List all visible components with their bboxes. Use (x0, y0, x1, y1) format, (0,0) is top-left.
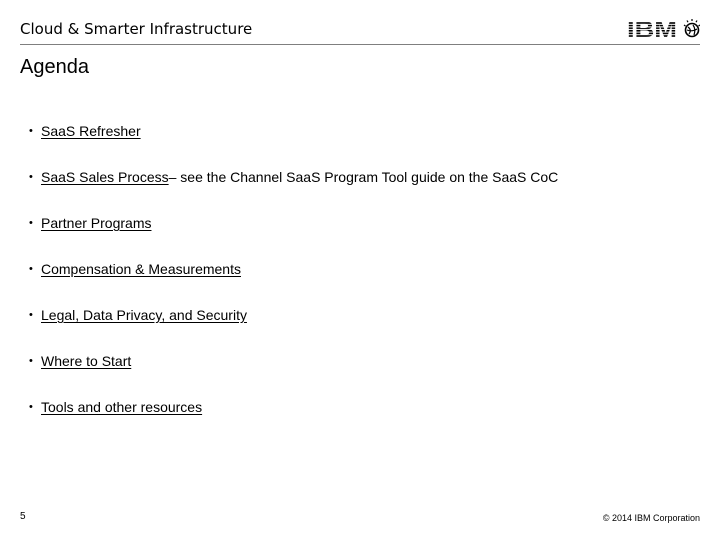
agenda-item-partner-programs (29, 213, 558, 259)
bullet: • (29, 125, 33, 137)
partner-programs-link[interactable]: Partner Programs (41, 215, 152, 231)
bullet: • (29, 171, 33, 183)
bullet: • (29, 401, 33, 413)
page-number: 5 (20, 511, 26, 522)
where-to-start-link[interactable]: Where to Start (41, 353, 132, 369)
bullet: • (29, 309, 33, 321)
agenda-item-compensation (29, 259, 558, 305)
bullet: • (29, 217, 33, 229)
compensation-measurements-link[interactable]: Compensation & Measurements (41, 261, 241, 277)
saas-refresher-link[interactable]: SaaS Refresher (41, 123, 141, 139)
ibm-logo (626, 17, 700, 41)
agenda-item-suffix: – see the Channel SaaS Program Tool guide on the SaaS CoC (168, 169, 559, 185)
smarter-planet-icon (684, 19, 700, 37)
legal-privacy-security-link[interactable]: Legal, Data Privacy, and Security (41, 307, 247, 323)
header-divider (20, 44, 700, 45)
agenda-item-legal (29, 305, 558, 351)
saas-sales-process-link[interactable]: SaaS Sales Process (41, 169, 169, 185)
bullet: • (29, 355, 33, 367)
agenda-list (29, 121, 558, 443)
agenda-item-where-to-start (29, 351, 558, 397)
bullet: • (29, 263, 33, 275)
agenda-item-saas-refresher (29, 121, 558, 167)
ibm-logo-text: IBM (627, 17, 677, 41)
agenda-item-tools (29, 397, 558, 443)
agenda-item-saas-sales-process (29, 167, 558, 213)
header-title: Cloud & Smarter Infrastructure (20, 20, 253, 38)
tools-resources-link[interactable]: Tools and other resources (41, 399, 203, 415)
page-title: Agenda (20, 56, 89, 78)
copyright-notice: © 2014 IBM Corporation (602, 513, 700, 523)
